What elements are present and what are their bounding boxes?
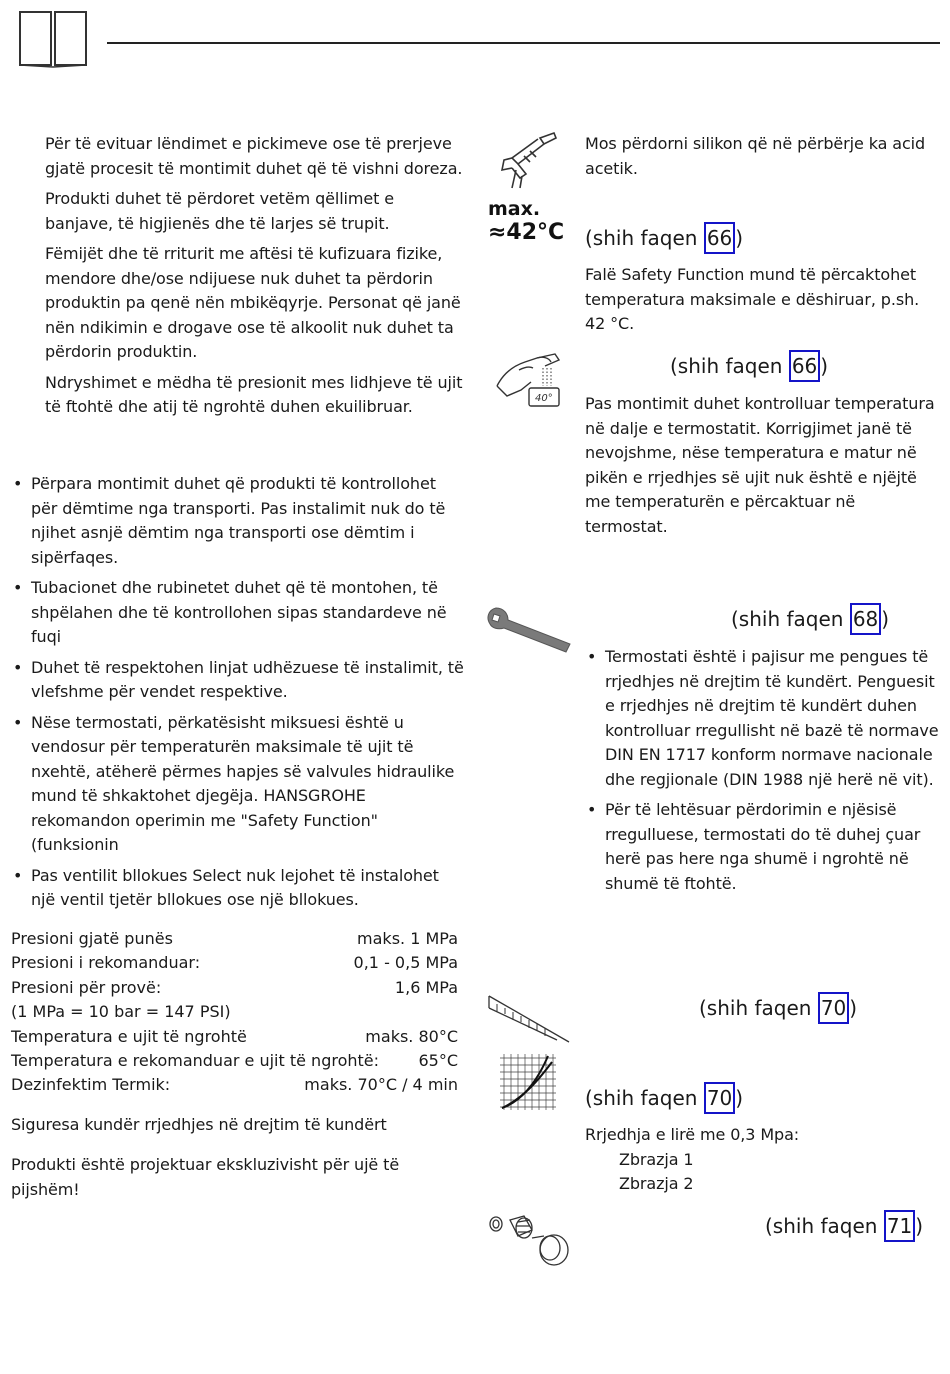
specifications xyxy=(11,927,458,1098)
service-page-ref: (shih faqen 68 ) xyxy=(731,603,889,635)
service-bullets xyxy=(585,645,940,902)
list-item: • Termostati është i pajisur me pengues të rrjedhjes në drejtim të kundërt. Penguesit e rrjedhjes në drejtim të kundërt duhen kontrolluar rregullisht në bazë të normave DIN EN 1717 konform normave nacionale dhe regjionale (DIN 1988 një herë në vit). xyxy=(587,647,939,789)
spec-row: Presioni gjatë punës maks. 1 MPa xyxy=(11,929,458,948)
flow-item: Zbrazja 2 xyxy=(619,1174,694,1193)
flow-title: Rrjedhja e lirë me 0,3 Mpa: xyxy=(585,1125,800,1144)
page-link-66[interactable]: 66 xyxy=(789,350,820,382)
list-item: • Pas ventilit bllokues Select nuk lejohet të instalohet një ventil tjetër bllokues ose një bllokues. xyxy=(13,865,439,909)
spec-row: Presioni për provë: 1,6 MPa xyxy=(11,977,458,997)
safety-paragraph: Për të evituar lëndimet e pickimeve ose të prerjeve gjatë procesit të montimit duhet që të vishni doreza. xyxy=(45,134,463,178)
page-link-70[interactable]: 70 xyxy=(818,992,849,1024)
page-link-66[interactable]: 66 xyxy=(704,222,735,254)
page-link-71[interactable]: 71 xyxy=(884,1210,915,1242)
header-rule xyxy=(107,42,940,44)
adjust-text: Pas montimit duhet kontrolluar temperatura në dalje e termostatit. Korrigjimet janë të nevojshme, nëse temperatura e matur në pikën e rrjedhjes së ujit nuk është e njëjtë me temperaturën e përcaktuar në termostat. xyxy=(585,394,935,536)
safety-paragraphs xyxy=(45,132,465,420)
page-link-70[interactable]: 70 xyxy=(704,1082,735,1114)
drinking-water-note: Produkti është projektuar ekskluzivisht për ujë të pijshëm! xyxy=(11,1155,400,1199)
flow-diagram-icon xyxy=(500,1054,556,1110)
wrench-icon xyxy=(486,604,572,656)
silicone-gun-icon xyxy=(498,130,560,192)
safety-paragraph: Ndryshimet e mëdha të presionit mes lidhjeve të ujit të ftohtë dhe atij të ngrohtë duhen ekuilibruar. xyxy=(45,372,463,416)
spec-row: Temperatura e rekomanduar e ujit të ngrohtë: 65°C xyxy=(11,1051,458,1071)
spare-parts-icon xyxy=(488,1210,570,1268)
silicone-note: Mos përdorni silikon që në përbërje ka acid acetik. xyxy=(585,134,926,178)
dimensions-page-ref: (shih faqen 70 ) xyxy=(699,992,857,1024)
max-label: max. xyxy=(488,198,541,220)
spec-row: Dezinfektim Termik: maks. 70°C / 4 min xyxy=(11,1075,458,1095)
spec-row: (1 MPa = 10 bar = 147 PSI) xyxy=(11,1002,231,1022)
safety-paragraph: Produkti duhet të përdoret vetëm qëllimet e banjave, të higjienës dhe të larjes së trupit. xyxy=(45,189,395,233)
flow-info xyxy=(585,1123,885,1197)
dimensions-icon xyxy=(487,994,571,1044)
flow-page-ref: (shih faqen 70 ) xyxy=(585,1082,743,1114)
list-item: • Për të lehtësuar përdorimin e njësisë rregulluese, termostati do të duhej çuar herë pas here nga shumë i ngrohtë në shumë të ftohtë. xyxy=(587,800,921,893)
spec-row: Presioni i rekomanduar: 0,1 - 0,5 MPa xyxy=(11,953,458,973)
list-item: • Përpara montimit duhet që produkti të kontrollohet për dëmtime nga transporti. Pas instalimit nuk do të njihet asnjë dëmtim nga transporti ose dëmtim i sipërfaqes. xyxy=(13,474,446,567)
page-link-68[interactable]: 68 xyxy=(850,603,881,635)
thermostat-display: 40° xyxy=(535,393,553,404)
list-item: • Duhet të respektohen linjat udhëzuese të instalimit, të vlefshme për vendet respektive. xyxy=(13,657,464,701)
spec-row: Temperatura e ujit të ngrohtë maks. 80°C xyxy=(11,1026,458,1046)
list-item: • Nëse termostati, përkatësisht miksuesi është u vendosur për temperaturën maksimale të ujit të nxehtë, atëherë përmes hapjes së valvules hidraulike mund të shkaktohet djegëja. HANSGROHE rekomandon operimin me "Safety Function" (funksionin xyxy=(13,712,455,854)
safety-paragraph: Fëmijët dhe të rriturit me aftësi të kufizuara fizike, mendore dhe/ose ndijuese nuk duhet ta përdorin produktin pa qenë nën mbikëqyrje. Personat që janë nën ndikimin e drogave ose të alkoolit nuk duhet ta përdorin produktin. xyxy=(45,244,461,361)
safety-function-text: Falë Safety Function mund të përcaktohet temperatura maksimale e dëshiruar, p.sh. 42 °C. xyxy=(585,265,920,333)
install-bullets xyxy=(11,472,466,919)
backflow-note: Siguresa kundër rrjedhjes në drejtim të kundërt xyxy=(11,1115,387,1134)
flow-item: Zbrazja 1 xyxy=(619,1149,694,1169)
list-item: • Tubacionet dhe rubinetet duhet që të montohen, të shpëlahen dhe të kontrollohen sipas standardeve në fuqi xyxy=(13,578,447,646)
thermostat-hand-icon xyxy=(493,352,565,410)
max-temp: ≈42°C xyxy=(488,220,565,245)
safety-page-ref: (shih faqen 66 ) xyxy=(585,222,743,254)
book-icon xyxy=(18,10,88,68)
adjust-page-ref: (shih faqen 66 ) xyxy=(670,350,828,382)
parts-page-ref: (shih faqen 71 ) xyxy=(765,1210,923,1242)
